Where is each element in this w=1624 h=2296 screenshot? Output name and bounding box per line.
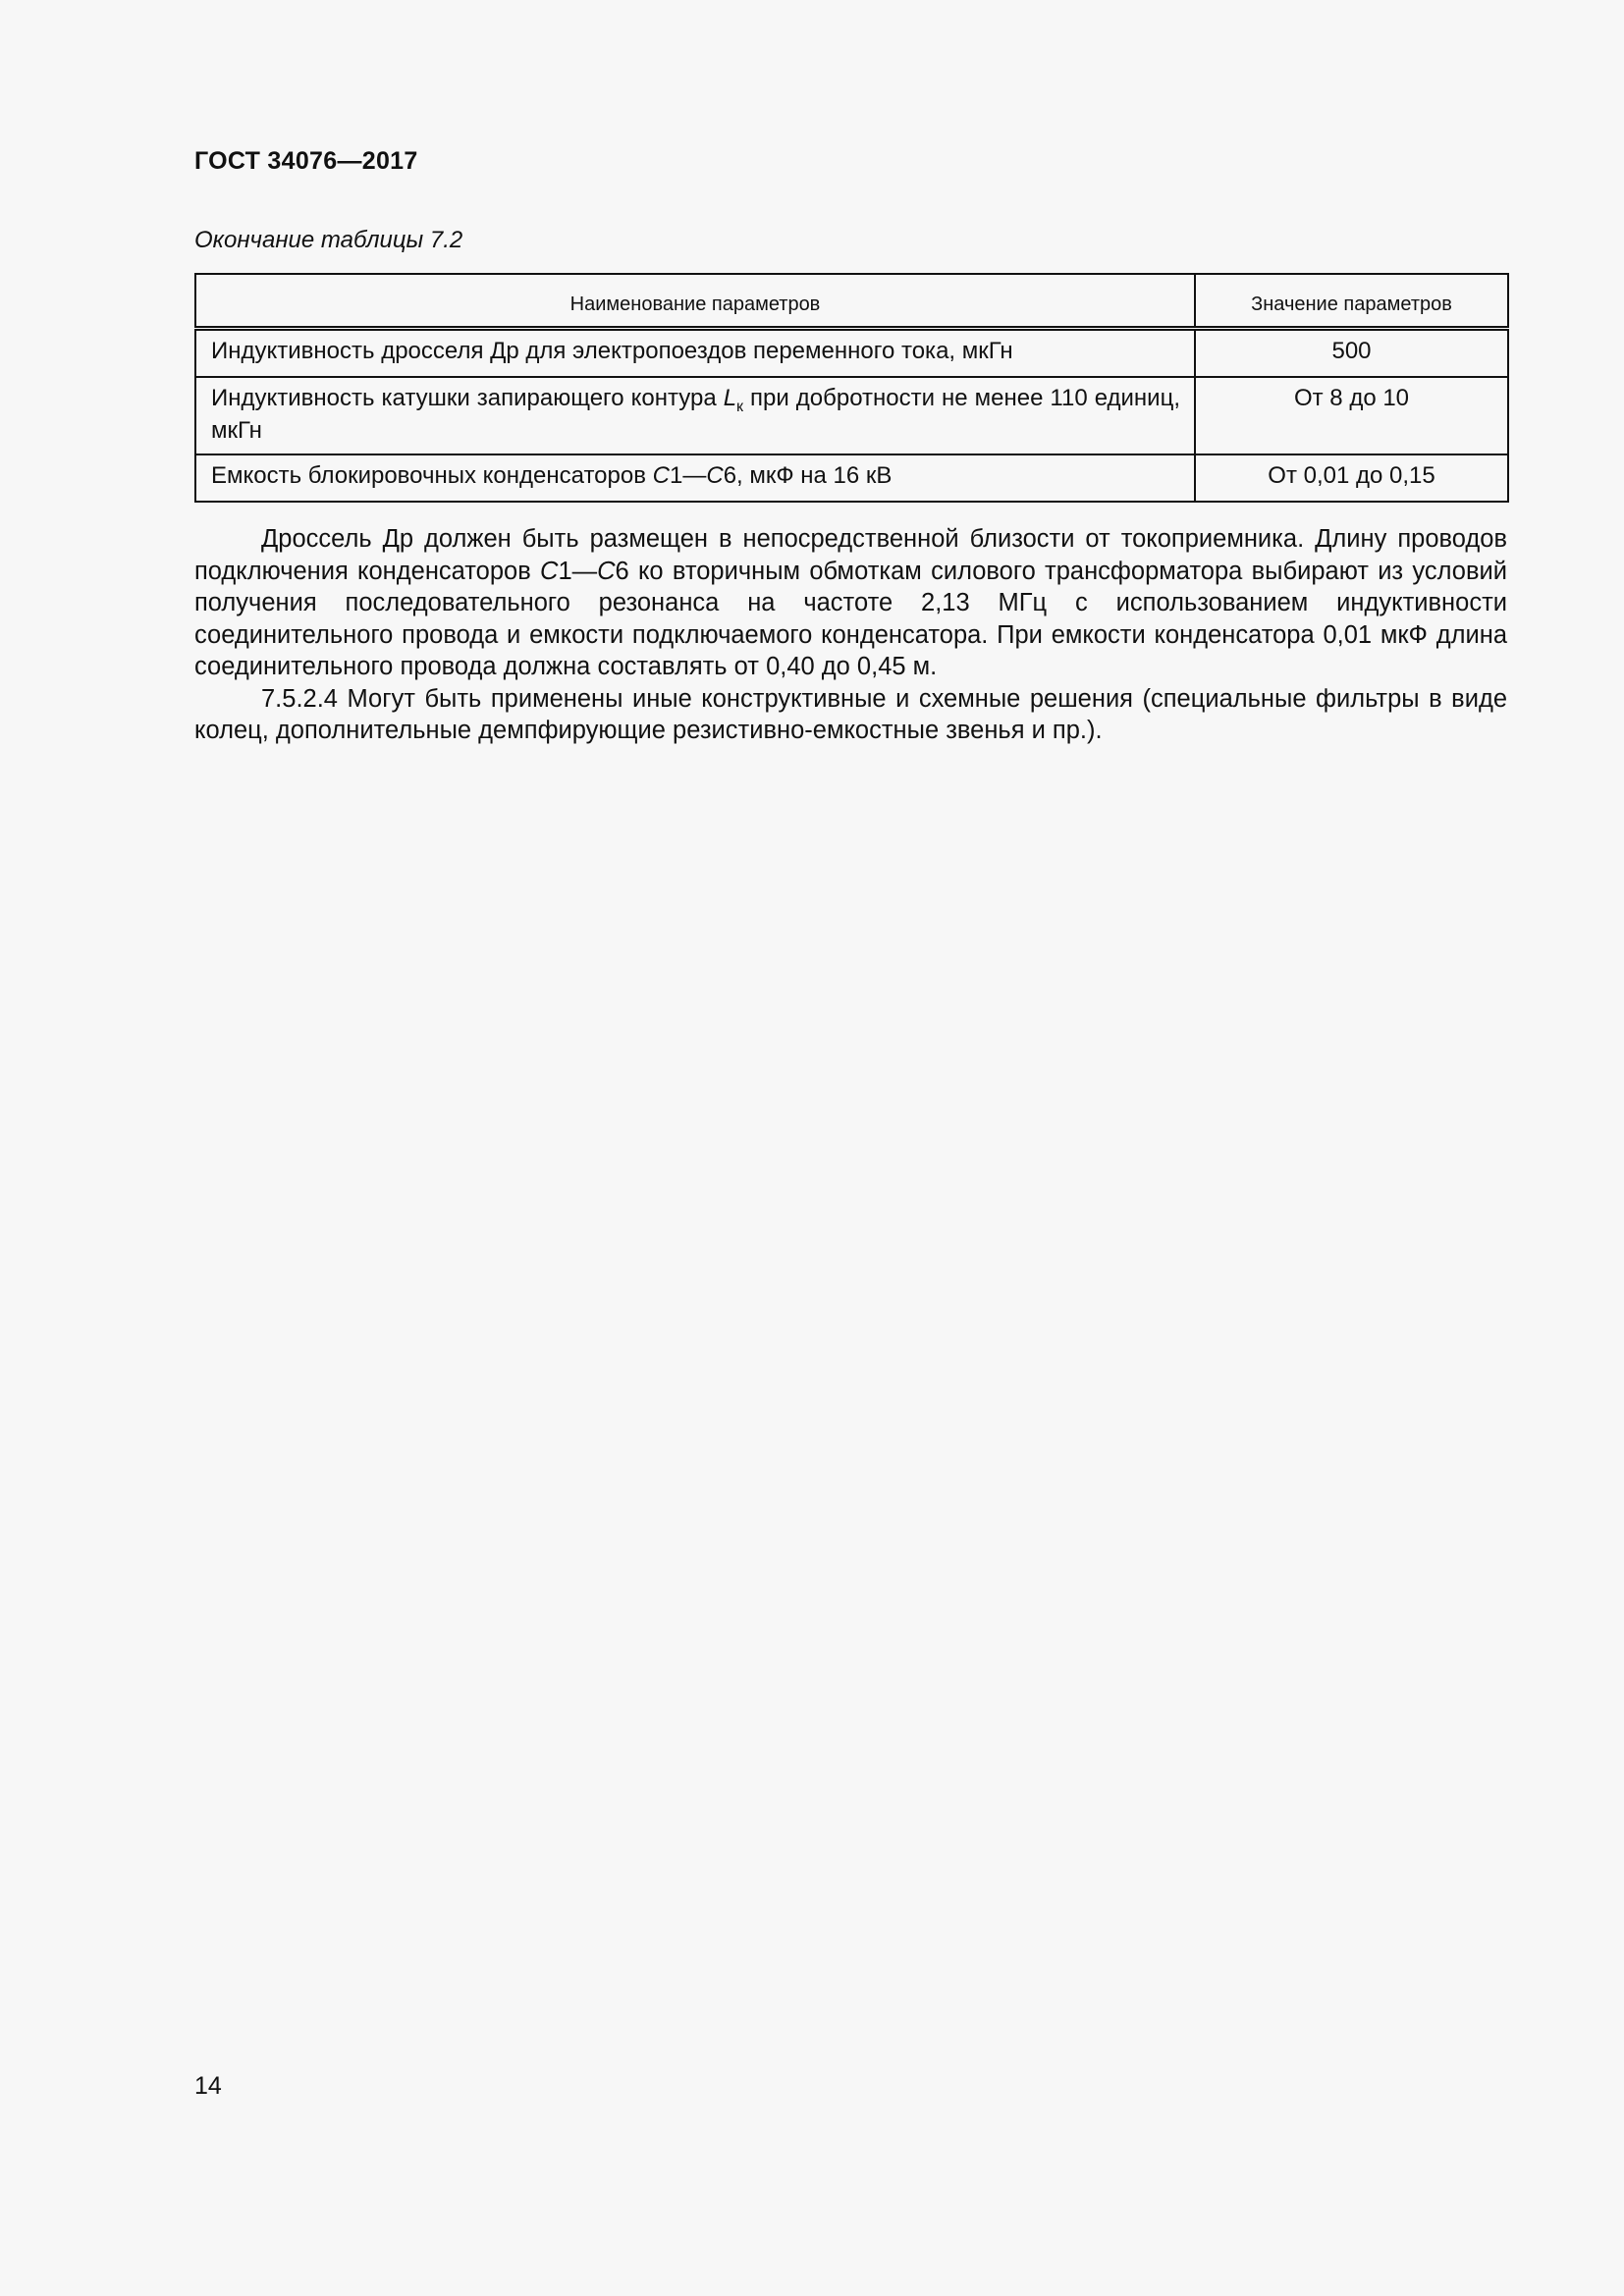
parameters-table xyxy=(194,273,1509,503)
symbol-c: С xyxy=(706,462,724,489)
table-caption: Окончание таблицы 7.2 xyxy=(194,227,463,253)
paragraph xyxy=(194,523,1507,683)
table-header-row xyxy=(195,274,1508,329)
parameter-name xyxy=(195,377,1195,454)
paragraph-text: 6 ко вторичным обмоткам силового трансформатора выбирают из условий получения последовательного резонанса на частоте 2,13 МГц с использованием индуктивности соединительного провода и емкости подключаемого конденсатора. При емкости конденсатора 0,01 мкФ длина соединительного провода должна составлять от 0,40 до 0,45 м. xyxy=(194,557,1507,680)
name-text: Емкость блокировочных конденсаторов xyxy=(211,462,653,489)
table-row xyxy=(195,377,1508,454)
document-header: ГОСТ 34076—2017 xyxy=(194,147,418,175)
parameter-value: 500 xyxy=(1195,329,1508,378)
name-text: 6, мкФ на 16 кВ xyxy=(723,462,893,489)
column-header-value: Значение параметров xyxy=(1195,274,1508,329)
table-row xyxy=(195,454,1508,502)
table-row xyxy=(195,329,1508,378)
symbol-c: С xyxy=(652,462,670,489)
paragraph xyxy=(194,683,1507,747)
name-text: Индуктивность катушки запирающего контура xyxy=(211,385,724,411)
symbol-l: L xyxy=(723,385,737,411)
symbol-c: С xyxy=(540,557,559,585)
paragraph-text: Дроссель Др должен быть размещен в непосредственной близости от токоприемника. Длину проводов подключения конденсаторов xyxy=(194,525,1507,585)
name-text: 1— xyxy=(669,462,707,489)
body-text xyxy=(194,523,1507,747)
page-number: 14 xyxy=(194,2072,222,2100)
symbol-subscript: к xyxy=(736,399,744,415)
parameter-name: Индуктивность дросселя Др для электропоездов переменного тока, мкГн xyxy=(195,329,1195,378)
paragraph-text: 1— xyxy=(558,557,598,585)
parameter-value: От 0,01 до 0,15 xyxy=(1195,454,1508,502)
clause-number: 7.5.2.4 xyxy=(261,684,338,713)
parameter-value: От 8 до 10 xyxy=(1195,377,1508,454)
parameter-name xyxy=(195,454,1195,502)
paragraph-text: Могут быть применены иные конструктивные и схемные решения (специальные фильтры в виде колец, дополнительные демпфирующие резистивно-емкостные звенья и пр.). xyxy=(194,684,1508,744)
name-text: при добротности не менее 110 единиц, мкГн xyxy=(211,385,1180,444)
column-header-name: Наименование параметров xyxy=(195,274,1195,329)
symbol-c: С xyxy=(597,557,616,585)
